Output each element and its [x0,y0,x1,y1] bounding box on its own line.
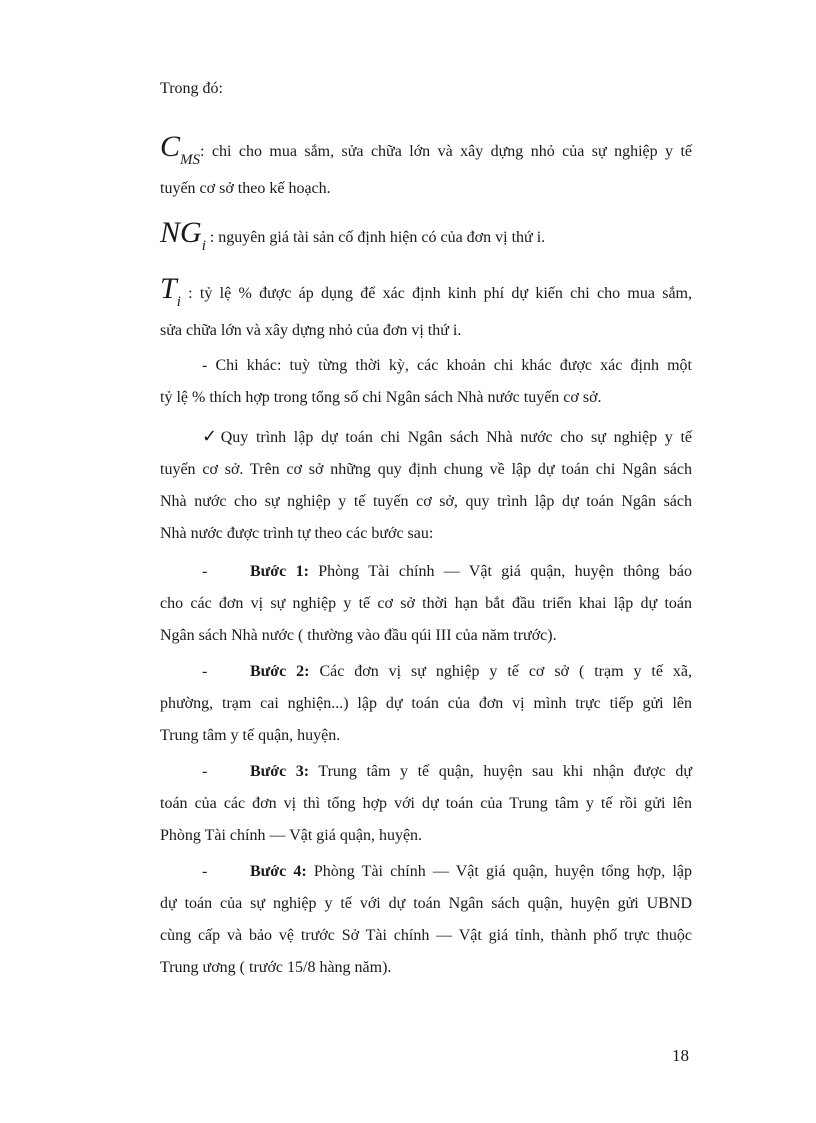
step-2-line-2: phường, trạm cai nghiện...) lập dự toán của đơn vị mình trực tiếp gửi lên [160,695,692,712]
ti-text-1: : tỷ lệ % được áp dụng để xác định kinh phí dự kiến chi cho mua sắm, [180,285,692,302]
quy-trinh-line-4: Nhà nước được trình tự theo các bước sau: [160,525,434,542]
ngi-definition [160,212,692,259]
page-number: 18 [672,1046,689,1065]
step-3-line-1: - Bước 3: Trung tâm y tế quận, huyện sau khi nhận được dự [160,756,692,788]
ti-definition [160,268,692,347]
step-4-line-4: Trung ương ( trước 15/8 hàng năm). [160,959,392,976]
step-1-line-2: cho các đơn vị sự nghiệp y tế cơ sở thời hạn bắt đầu triển khai lập dự toán [160,595,692,612]
step-4-line-1: - Bước 4: Phòng Tài chính — Vật giá quận, huyện tổng hợp, lập [160,856,692,888]
step-4-paragraph [160,856,692,984]
cms-text-1: : chi cho mua sắm, sửa chữa lớn và xây dựng nhỏ của sự nghiệp y tế [200,143,692,160]
step-1-dash: - [202,563,208,580]
checkmark-icon: ✓ [202,426,221,447]
cms-symbol: CMS [160,130,201,168]
chi-khac-line-2: tỷ lệ % thích hợp trong tổng số chi Ngân sách Nhà nước tuyến cơ sở. [160,389,602,406]
ngi-line [160,212,692,259]
step-1-label: Bước 1: [250,563,309,580]
step-4-label: Bước 4: [250,863,307,880]
step-2-label: Bước 2: [250,663,310,680]
quy-trinh-line-2: tuyến cơ sở. Trên cơ sở những quy định chung về lập dự toán chi Ngân sách [160,461,692,478]
cms-definition [160,126,692,205]
ti-symbol: Ti [160,272,181,310]
step-1-line-3: Ngân sách Nhà nước ( thường vào đầu qúi III của năm trước). [160,627,557,644]
intro-paragraph [160,73,692,105]
step-3-label: Bước 3: [250,763,310,780]
chi-khac-line-1: - Chi khác: tuỳ từng thời kỳ, các khoản chi khác được xác định một [202,357,692,374]
step-2-dash: - [202,663,208,680]
ti-text-2: sửa chữa lớn và xây dựng nhỏ của đơn vị thứ i. [160,322,462,339]
step-1-paragraph [160,556,692,652]
quy-trinh-paragraph [160,421,692,550]
ngi-symbol: NGi [160,216,206,254]
step-2-line-1: - Bước 2: Các đơn vị sự nghiệp y tế cơ sở ( trạm y tế xã, [160,656,692,688]
intro-text: Trong đó: [160,80,223,97]
cms-text-2: tuyến cơ sở theo kế hoạch. [160,180,331,197]
ti-line-1 [160,268,692,315]
chi-khac-paragraph [160,350,692,414]
quy-trinh-line-1: ✓Quy trình lập dự toán chi Ngân sách Nhà nước cho sự nghiệp y tế [202,426,692,447]
step-3-dash: - [202,763,208,780]
step-4-line-2: dự toán của sự nghiệp y tế với dự toán Ngân sách quận, huyện gửi UBND [160,895,692,912]
cms-line-1 [160,126,692,173]
quy-trinh-line-3: Nhà nước cho sự nghiệp y tế tuyến cơ sở, quy trình lập dự toán Ngân sách [160,493,692,510]
step-4-line-3: cùng cấp và bảo vệ trước Sở Tài chính — Vật giá tỉnh, thành phố trực thuộc [160,927,692,944]
ngi-text: : nguyên giá tài sản cố định hiện có của đơn vị thứ i. [205,229,546,246]
step-2-paragraph [160,656,692,752]
step-2-line-3: Trung tâm y tế quận, huyện. [160,727,341,744]
step-3-line-3: Phòng Tài chính — Vật giá quận, huyện. [160,827,423,844]
step-4-dash: - [202,863,208,880]
step-3-paragraph [160,756,692,852]
step-1-line-1: - Bước 1: Phòng Tài chính — Vật giá quận, huyện thông báo [160,556,692,588]
step-3-line-2: toán của các đơn vị thì tổng hợp với dự toán của Trung tâm y tế rồi gửi lên [160,795,692,812]
